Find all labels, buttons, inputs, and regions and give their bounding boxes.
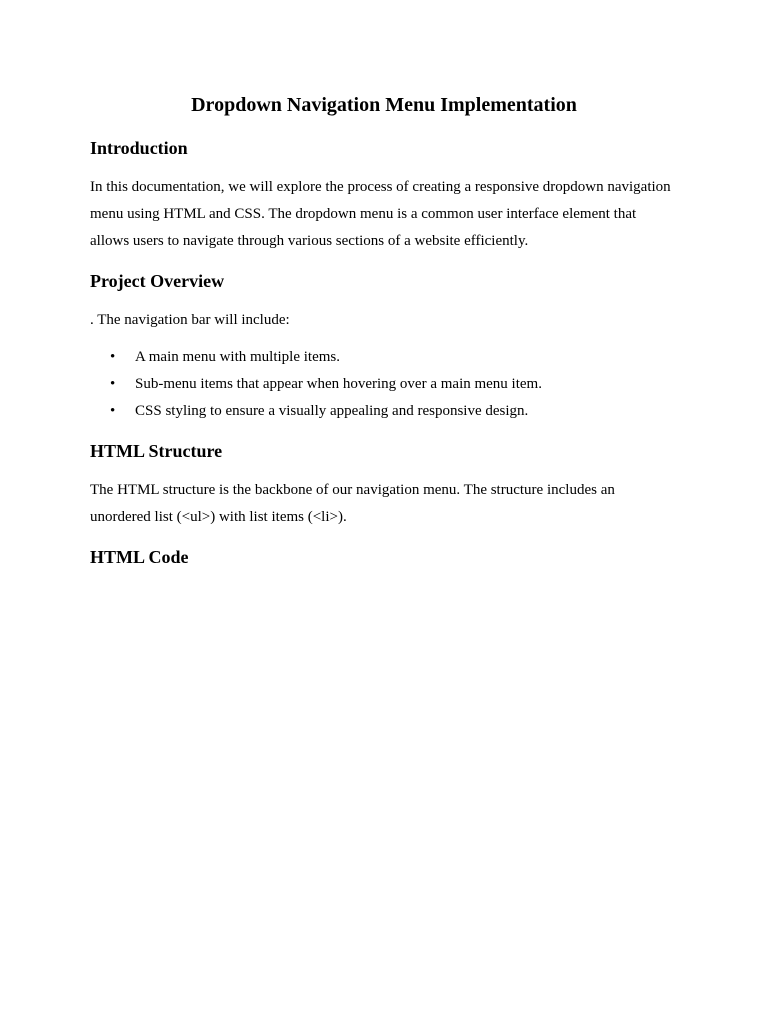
bullet-icon: • [110, 349, 116, 365]
list-item [90, 398, 690, 425]
heading-project-overview: Project Overview [90, 271, 225, 291]
list-item [90, 371, 690, 398]
list-item-text: Sub-menu items that appear when hovering over a main menu item. [135, 376, 542, 392]
introduction-line: allows users to navigate through various sections of a website efficiently. [90, 233, 529, 249]
introduction-line: menu using HTML and CSS. The dropdown menu is a common user interface element that [90, 206, 637, 222]
heading-introduction: Introduction [90, 138, 188, 158]
heading-html-code: HTML Code [90, 547, 189, 567]
bullet-icon: • [110, 403, 116, 419]
html-structure-paragraph [90, 477, 690, 531]
project-overview-intro: . The navigation bar will include: [90, 312, 290, 328]
list-item [90, 344, 690, 371]
document-title: Dropdown Navigation Menu Implementation [191, 94, 577, 116]
html-structure-line: The HTML structure is the backbone of our navigation menu. The structure includes an [90, 482, 615, 498]
document-content [90, 91, 690, 569]
heading-html-structure: HTML Structure [90, 441, 223, 461]
introduction-paragraph [90, 174, 690, 255]
introduction-line: In this documentation, we will explore the process of creating a responsive dropdown navigation [90, 179, 671, 195]
list-item-text: A main menu with multiple items. [135, 349, 340, 365]
list-item-text: CSS styling to ensure a visually appealing and responsive design. [135, 403, 529, 419]
bullet-icon: • [110, 376, 116, 392]
html-structure-line: unordered list (<ul>) with list items (<li>). [90, 509, 347, 525]
feature-list [90, 344, 690, 425]
